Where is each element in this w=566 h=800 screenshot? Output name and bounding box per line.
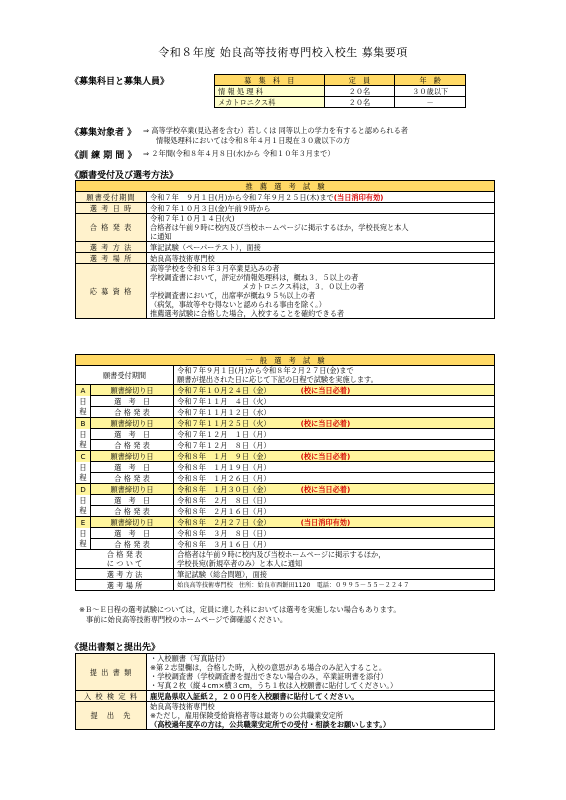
round-date	[174, 407, 495, 418]
target-line-2: 情報処理科においては令和８年４月１日現在３０歳以下の方	[156, 136, 351, 145]
round-side-mark: E	[76, 517, 91, 528]
round-date-text: 令和８年 ３月１６日（月）	[177, 539, 271, 549]
ippan-label-period: 願書受付期間	[76, 366, 174, 385]
round-date-text: 令和８年 １月２６日（月）	[177, 473, 271, 483]
round-label: 合 格 発 表	[91, 506, 174, 517]
documents-table	[75, 653, 495, 730]
table-row	[76, 407, 495, 418]
round-date	[174, 418, 495, 429]
submit-line: （高校過年度卒の方は，公共職業安定所での受付・相談をお願いします。）	[150, 720, 391, 729]
docs-line: ・学校調査書（学校調査書を提出できない場合のみ，卒業証明書を添付）	[150, 672, 388, 681]
round-label: 合 格 発 表	[91, 539, 174, 550]
table-row	[76, 451, 495, 462]
round-date	[174, 495, 495, 506]
qualification-line: 推薦選考試験に合格した場合，入校することを確約できる者	[150, 309, 345, 318]
ippan-method: 筆記試験（総合問題），面接	[174, 569, 495, 580]
round-date-text: 令和７年１２月 １日（月）	[177, 429, 271, 439]
suisen-result-line: に通知	[150, 232, 172, 241]
docs-list	[147, 654, 495, 691]
qualification-line: 学校調査書において，評定が情報処理科は，概ね３．５以上の者	[150, 273, 359, 282]
section-heading-target: 《募集対象者 》	[70, 128, 137, 138]
round-note: (校に当日必着)	[300, 385, 351, 395]
round-side-mark: 程	[76, 506, 91, 517]
ippan-method-label: 選 考 方 法	[76, 569, 174, 580]
round-side-mark: 程	[76, 440, 91, 451]
qualification-line: 高等学校を令和８年３月卒業見込みの者	[150, 264, 280, 273]
rounds-body	[76, 385, 495, 550]
suisen-place: 始良高等技術専門校	[147, 253, 495, 264]
round-side-mark: 日	[76, 462, 91, 473]
docs-line: ・入校願書（写真貼付）	[150, 654, 230, 663]
course-age: －	[395, 97, 466, 108]
section-heading-selection: 《願書受付及び選考方法》	[70, 171, 179, 181]
round-label: 選 考 日	[91, 528, 174, 539]
round-date	[174, 528, 495, 539]
table-row	[76, 506, 495, 517]
round-date-text: 令和７年１１月１２日（水）	[177, 407, 271, 417]
suisen-label-datetime: 選 考 日 時	[76, 203, 147, 214]
round-label: 選 考 日	[91, 462, 174, 473]
suisen-header: 推 薦 選 考 試 験	[76, 181, 495, 192]
ippan-table	[75, 354, 495, 591]
round-date-text: 令和８年 １月１９日（月）	[177, 462, 271, 472]
courses-table	[214, 74, 466, 108]
round-side-mark: 程	[76, 407, 91, 418]
table-row	[76, 495, 495, 506]
suisen-result	[147, 214, 495, 242]
round-label: 願書締切り日	[91, 484, 174, 495]
round-date	[174, 539, 495, 550]
footnote-line-1: ※Ｂ～Ｅ日程の選考試験については，定員に達した科においては選考を実施しない場合もあります。	[79, 605, 401, 614]
table-row	[76, 517, 495, 528]
suisen-method: 筆記試験（ペーパーテスト），面接	[147, 242, 495, 253]
suisen-period	[147, 192, 495, 203]
footnote-line-2: 事前に始良高等技術専門校のホームページで御確認ください。	[86, 615, 288, 624]
round-label: 選 考 日	[91, 495, 174, 506]
ippan-notice-label	[76, 550, 174, 569]
round-date-text: 令和８年 ３月 ８日（日）	[177, 528, 271, 538]
table-row	[76, 385, 495, 396]
fee-label: 入 校 検 定 料	[76, 691, 147, 702]
table-row	[76, 418, 495, 429]
round-label: 合 格 発 表	[91, 440, 174, 451]
table-row	[76, 484, 495, 495]
page-title: 令和８年度 始良高等技術専門校入校生 募集要項	[158, 46, 408, 59]
round-note: (校に当日必着)	[300, 418, 351, 428]
table-row	[76, 396, 495, 407]
submit-line: 始良高等技術専門校	[150, 702, 215, 711]
suisen-result-line: 令和７年１０月１４日(火)	[150, 214, 235, 223]
target-line-1-text: 高等学校卒業(見込者を含む）若しくは 同等以上の学力を有すると認められる者	[151, 126, 408, 135]
training-period-text: ２年間(令和８年４月８日(水)から 令和１０年３月まで）	[151, 149, 335, 158]
round-label: 願書締切り日	[91, 418, 174, 429]
round-label: 合 格 発 表	[91, 473, 174, 484]
round-date-text: 令和７年１１月 ４日（火）	[177, 396, 271, 406]
ippan-period	[174, 366, 495, 385]
ippan-notice	[174, 550, 495, 569]
fee-text: 鹿児島県収入証紙２，２００円を入校願書に貼付してください。	[147, 691, 495, 702]
suisen-period-text: 令和７年 ９月１日(月)から令和７年９月２５日(木)まで	[150, 192, 334, 202]
round-label: 願書締切り日	[91, 451, 174, 462]
qualification-line: 学校調査書において，出席率が概ね９５％以上の者	[150, 291, 316, 300]
round-side-mark: A	[76, 385, 91, 396]
round-note: (校に当日必着)	[300, 484, 351, 494]
training-period: ⇒ ２年間(令和８年４月８日(水)から 令和１０年３月まで）	[143, 149, 335, 158]
round-side-mark: 程	[76, 473, 91, 484]
round-label: 合 格 発 表	[91, 407, 174, 418]
ippan-notice-line: 合格者は午前９時に校内及び当校ホームページに掲示するほか，	[177, 550, 386, 559]
round-date-text: 令和７年１１月２５日（火）	[177, 418, 271, 428]
suisen-label-place: 選 考 場 所	[76, 253, 147, 264]
table-row	[76, 539, 495, 550]
course-name: 情 報 処 理 科	[215, 86, 325, 97]
docs-line: ・写真２枚（縦４cm×横３cm，うち１枚は入校願書に貼付してください。）	[150, 681, 398, 690]
round-date-text: 令和７年１０月２４日（金）	[177, 385, 271, 395]
suisen-qualification	[147, 264, 495, 319]
round-date	[174, 440, 495, 451]
round-label: 願書締切り日	[91, 385, 174, 396]
course-capacity: ２０名	[324, 97, 395, 108]
table-row	[215, 86, 466, 97]
suisen-table	[75, 180, 495, 319]
round-date-text: 令和８年 ２月１６日（月）	[177, 506, 271, 516]
ippan-period-line: 令和７年９月１日(月)から令和８年２月２７日(金)まで	[177, 366, 354, 375]
round-date	[174, 484, 495, 495]
round-date	[174, 429, 495, 440]
section-heading-courses: 《募集科目と募集人員》	[70, 77, 170, 87]
submit-label: 提 出 先	[76, 702, 147, 730]
round-date-text: 令和８年 ２月２７日（金）	[177, 517, 271, 527]
round-side-mark: 日	[76, 495, 91, 506]
courses-header-age: 年 齢	[395, 75, 466, 86]
course-name: メカトロニクス科	[215, 97, 325, 108]
round-date-text: 令和７年１２月 ８日（月）	[177, 440, 271, 450]
ippan-header: 一 般 選 考 試 験	[76, 355, 495, 366]
qualification-line: （病気，事故等やむ得ないと認められる事由を除く。）	[150, 300, 326, 309]
suisen-label-method: 選 考 方 法	[76, 242, 147, 253]
docs-line: ※第２志望欄は，合格した時，入校の意思がある場合のみ記入すること。	[150, 663, 387, 672]
ippan-notice-label-line: に つ い て	[106, 559, 143, 568]
round-side-mark: 日	[76, 396, 91, 407]
round-date	[174, 385, 495, 396]
round-date	[174, 517, 495, 528]
table-row	[76, 429, 495, 440]
submit-line: ※ただし，雇用保険受給資格者等は最寄りの公共職業安定所	[150, 711, 343, 720]
table-row	[215, 97, 466, 108]
table-row	[76, 473, 495, 484]
round-side-mark: 程	[76, 539, 91, 550]
section-heading-period: 《訓 練 期 間 》	[70, 151, 137, 161]
round-side-mark: B	[76, 418, 91, 429]
qualification-line: メカトロニクス科は，３．０以上の者	[242, 282, 365, 291]
round-date	[174, 462, 495, 473]
section-heading-documents: 《提出書類と提出先》	[70, 643, 161, 653]
ippan-place-label: 選 考 場 所	[76, 580, 174, 591]
round-date	[174, 451, 495, 462]
table-row	[76, 462, 495, 473]
round-date-text: 令和８年 ２月 ８日（日）	[177, 495, 271, 505]
round-label: 願書締切り日	[91, 517, 174, 528]
round-label: 選 考 日	[91, 429, 174, 440]
suisen-label-period: 願書受付期間	[76, 192, 147, 203]
ippan-place: 始良高等技術専門校 住所：始良市西餅田1120 電話：０９９５－５５－２２４７	[174, 580, 495, 591]
round-side-mark: C	[76, 451, 91, 462]
suisen-label-qualification: 応 募 資 格	[76, 264, 147, 319]
round-note: (当日消印有効)	[300, 517, 351, 527]
round-date	[174, 473, 495, 484]
suisen-result-line: 合格者は午前９時に校内及び当校ホームページに掲示するほか，学校長宛と本人	[150, 223, 409, 232]
round-label: 選 考 日	[91, 396, 174, 407]
suisen-label-result: 合 格 発 表	[76, 214, 147, 242]
round-note: (校に当日必着)	[300, 451, 351, 461]
table-row	[76, 440, 495, 451]
course-capacity: ２０名	[324, 86, 395, 97]
round-date-text: 令和８年 １月３０日（金）	[177, 484, 271, 494]
round-side-mark: 日	[76, 528, 91, 539]
suisen-period-note: (当日消印有効)	[333, 192, 384, 202]
courses-header-subject: 募 集 科 目	[215, 75, 325, 86]
target-line-1: ⇒ 高等学校卒業(見込者を含む）若しくは 同等以上の学力を有すると認められる者	[143, 126, 408, 135]
ippan-period-line: 願書が提出された日に応じて下記の日程で試験を実施します。	[177, 375, 378, 384]
round-date	[174, 396, 495, 407]
round-date-text: 令和８年 １月 ９日（金）	[177, 451, 271, 461]
table-row	[76, 528, 495, 539]
docs-label: 提 出 書 類	[76, 654, 147, 691]
round-date	[174, 506, 495, 517]
courses-header-capacity: 定 員	[324, 75, 395, 86]
ippan-notice-line: 学校長宛(新規卒者のみ）と本人に通知	[177, 559, 303, 568]
course-age: ３０歳以下	[395, 86, 466, 97]
round-side-mark: D	[76, 484, 91, 495]
round-side-mark: 日	[76, 429, 91, 440]
submit-destination	[147, 702, 495, 730]
ippan-notice-label-line: 合 格 発 表	[106, 550, 143, 559]
suisen-datetime: 令和７年１０月３日(金)午前９時から	[147, 203, 495, 214]
